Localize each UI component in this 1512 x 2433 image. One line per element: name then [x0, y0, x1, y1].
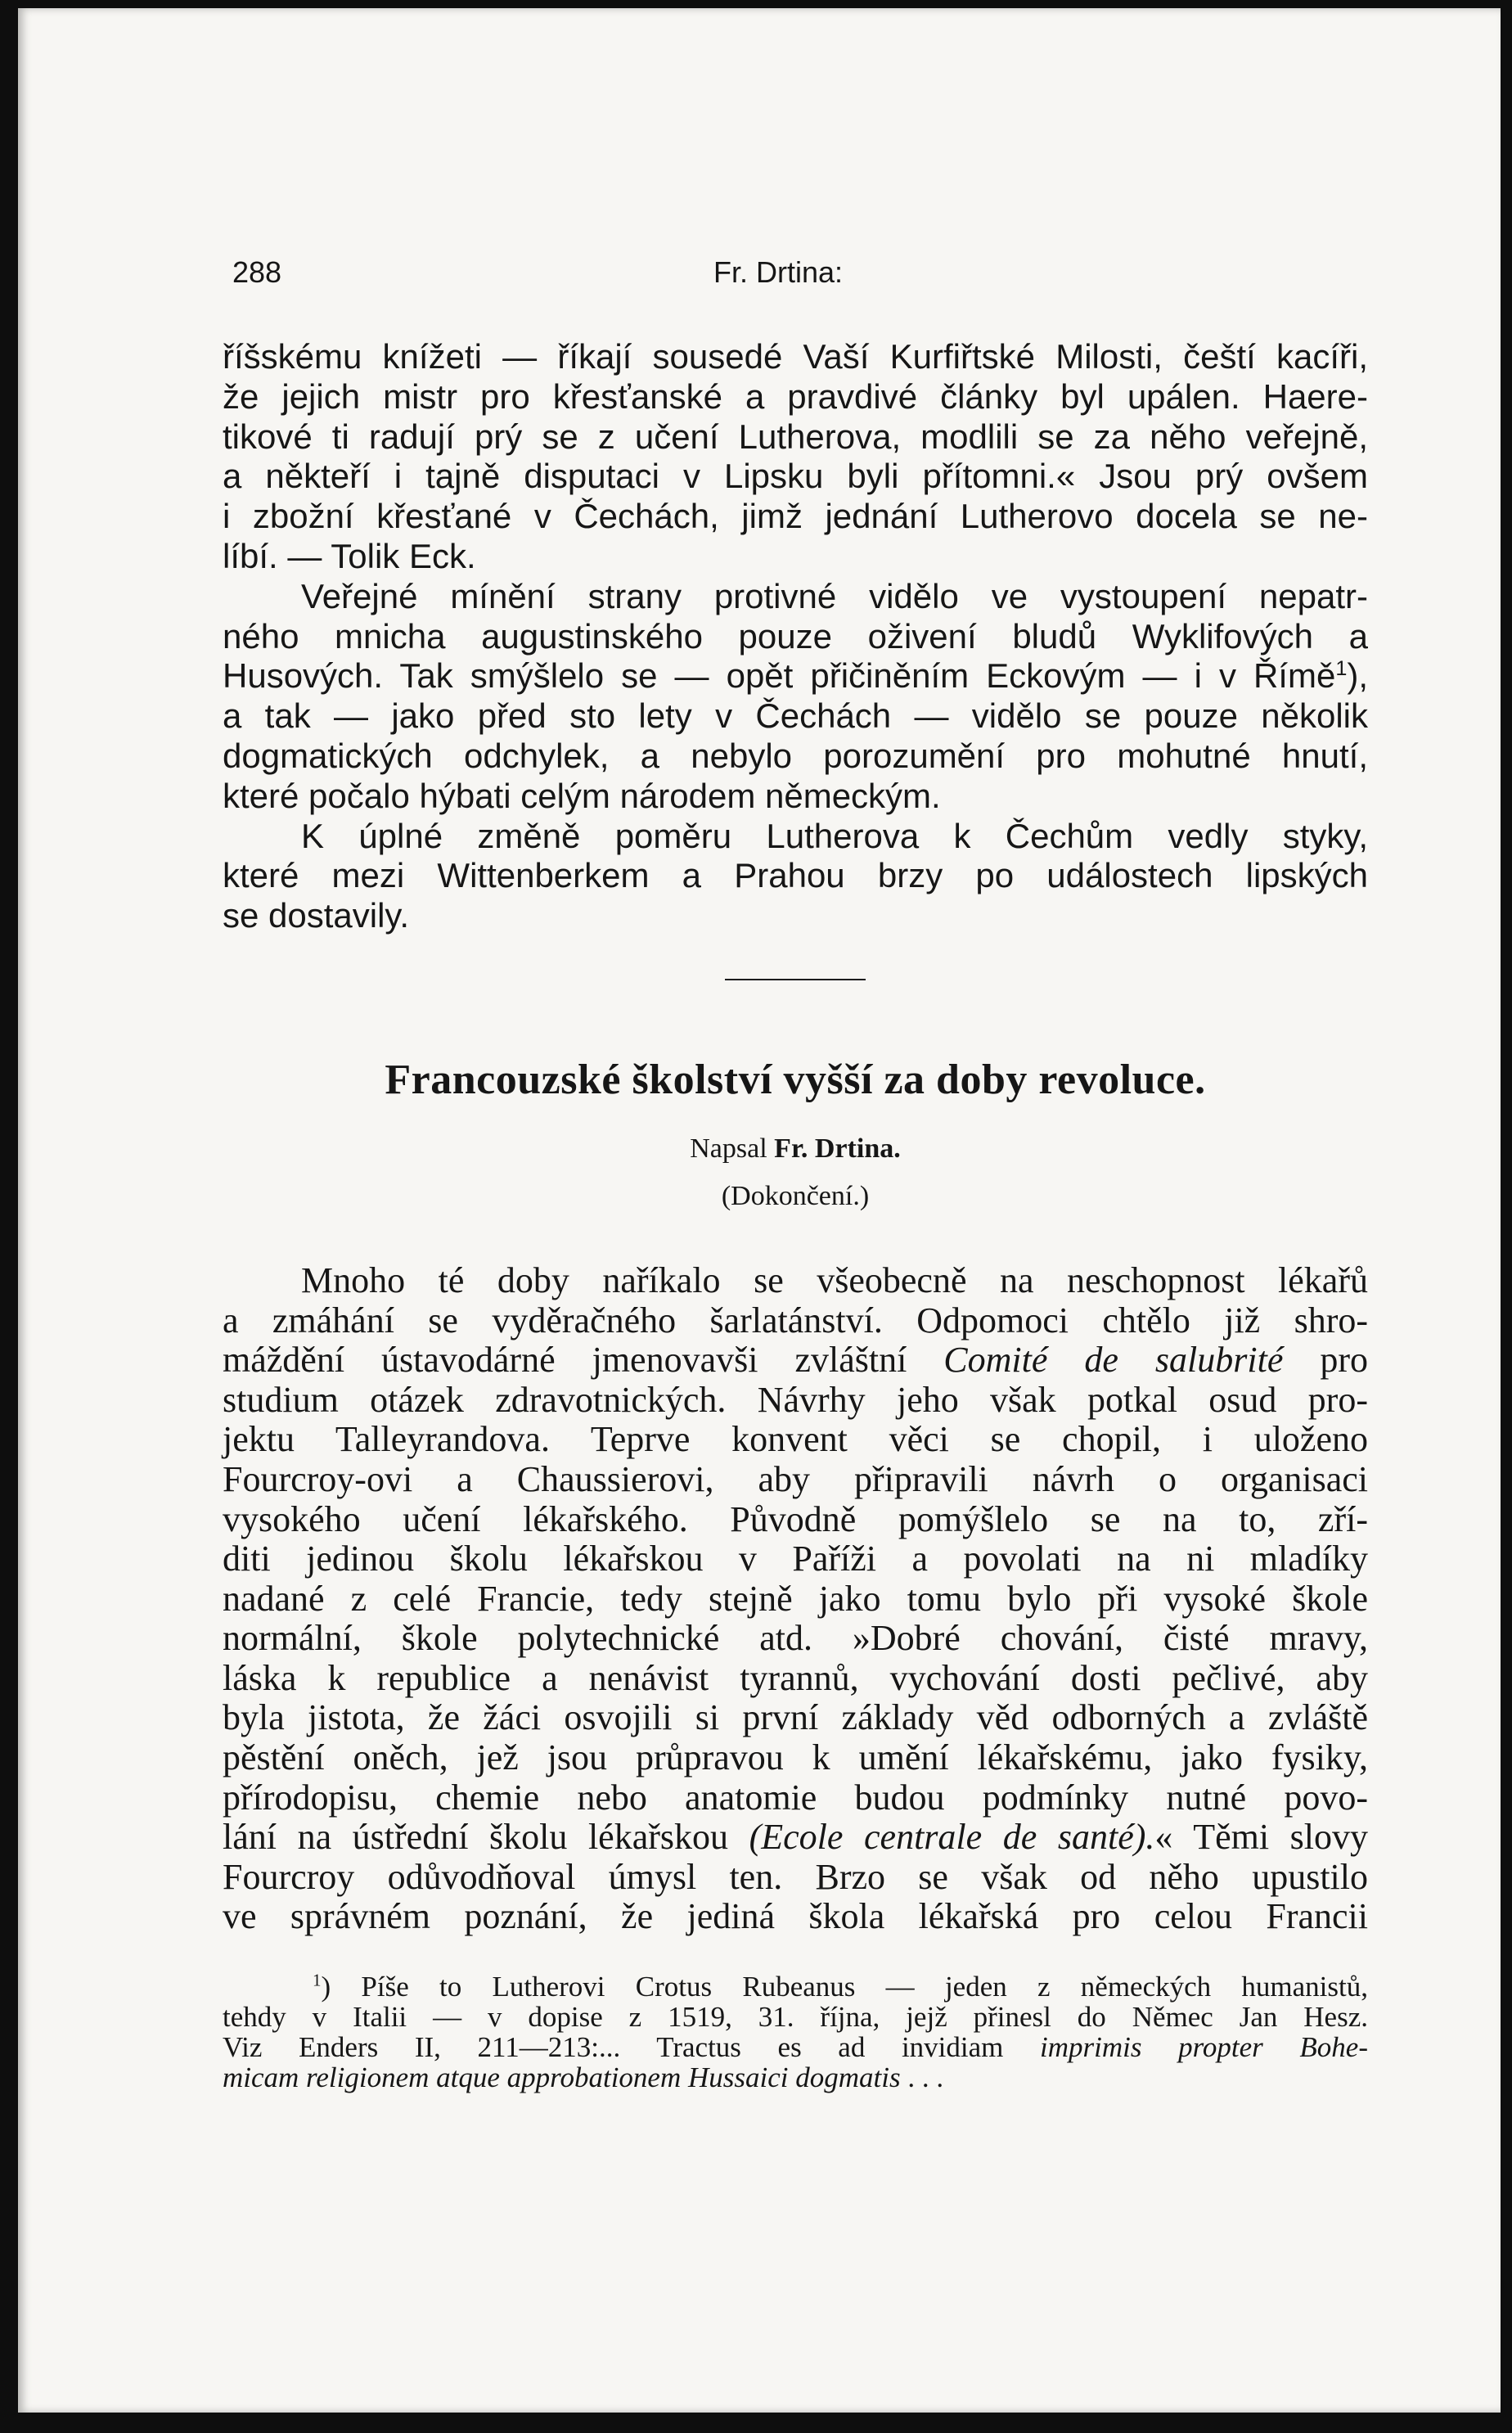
text-line: Veřejné mínění strany protivné vidělo ve vystoupení nepatr- [301, 576, 1368, 615]
paragraph-eck-quote [223, 337, 1368, 577]
article-title: Francouzské školství vyšší za doby revoluce. [385, 1056, 1206, 1103]
text-fragment: Viz Enders II, 211—213:... Tractus es ad invidiam [223, 2031, 1004, 2064]
text-line: vysokého učení lékařského. Původně pomýšlelo se na to, zří- [223, 1498, 1368, 1539]
italic-term: (Ecole centrale de santé). [749, 1817, 1155, 1858]
continuation-note: (Dokončení.) [721, 1180, 870, 1211]
paragraph-public-opinion [223, 577, 1368, 817]
text-fragment: pro [1320, 1340, 1369, 1381]
page-header [223, 237, 1368, 289]
text-line: a někteří i tajně disputaci v Lipsku byli přítomni.« Jsou prý ovšem [223, 457, 1368, 496]
text-fragment: ), [1347, 656, 1368, 696]
section-divider [725, 979, 866, 980]
text-line: které mezi Wittenberkem a Prahou brzy po událostech lipských [223, 856, 1368, 895]
running-head: Fr. Drtina: [713, 255, 844, 289]
text-line: normální, škole polytechnické atd. »Dobré chování, čisté mravy, [223, 1618, 1368, 1659]
text-line: nadané z celé Francie, tedy stejně jako tomu bylo při vysoké škole [223, 1578, 1368, 1619]
footnote-line [223, 1971, 1368, 2002]
article-body [223, 1261, 1368, 1937]
text-line: ve správném poznání, že jediná škola lékařská pro celou Francii [223, 1896, 1368, 1937]
text-line: jektu Talleyrandova. Teprve konvent věci se chopil, i uloženo [223, 1419, 1368, 1460]
byline-prefix: Napsal [690, 1133, 767, 1164]
text-line: Fourcroy-ovi a Chaussierovi, aby připravili návrh o organisaci [223, 1458, 1368, 1499]
text-line: i zbožní křesťané v Čechách, jimž jednání Lutherovo docela se ne- [223, 497, 1368, 536]
text-line: dogmatických odchylek, a nebylo porozumění pro mohutné hnutí, [223, 736, 1368, 775]
footnote-line [223, 2062, 1368, 2093]
text-line: přírodopisu, chemie nebo anatomie budou podmínky nutné povo- [223, 1777, 1368, 1818]
text-line: K úplné změně poměru Lutherova k Čechům vedly styky, [301, 816, 1368, 855]
text-fragment: máždění ústavodárné jmenovavši zvláštní [223, 1340, 907, 1381]
text-line: že jejich mistr pro křesťanské a pravdivé články byl upálen. Haere- [223, 376, 1368, 416]
text-line: říšskému knížeti — říkají sousedé Vaší Kurfiřtské Milosti, čeští kacíři, [223, 337, 1368, 376]
paragraph-change [223, 817, 1368, 936]
text-line: Fourcroy odůvodňoval úmysl ten. Brzo se však od něho upustilo [223, 1856, 1368, 1897]
page-number: 288 [232, 255, 282, 289]
text-line-with-footnote [223, 656, 1368, 696]
footnote-reference[interactable]: 1 [1335, 657, 1348, 681]
text-fragment: ) Píše to Lutherovi Crotus Rubeanus — jeden z německých humanistů, [321, 1971, 1368, 2003]
footnote [223, 1971, 1368, 2093]
text-line: pěstění oněch, jež jsou průpravou k umění lékařskému, jako fysiky, [223, 1737, 1368, 1778]
text-fragment: lání na ústřední školu lékařskou [223, 1817, 729, 1858]
text-line: se dostavily. [223, 896, 409, 935]
text-line: byla jistota, že žáci osvojili si první základy věd odborných a zvláště [223, 1697, 1368, 1738]
text-line [223, 1818, 1368, 1858]
text-line: ného mnicha augustinského pouze oživení bludů Wyklifových a [223, 616, 1368, 656]
italic-phrase: micam religionem atque approbationem Hussaici dogmatis [223, 2061, 901, 2094]
text-line: studium otázek zdravotnických. Návrhy jeho však potkal osud pro- [223, 1379, 1368, 1420]
text-line [223, 1340, 1368, 1381]
text-line: tikové ti radují prý se z učení Lutherova, modlili se za něho veřejně, [223, 417, 1368, 456]
text-line: líbí. — Tolik Eck. [223, 536, 476, 575]
text-fragment: . . . [900, 2061, 944, 2094]
text-line: které počalo hýbati celým národem německým. [223, 776, 941, 815]
italic-term: Comité de salubrité [943, 1340, 1284, 1381]
text-fragment: « Těmi slovy [1154, 1817, 1369, 1858]
footnote-line: tehdy v Italii — v dopise z 1519, 31. října, jejž přinesl do Němec Jan Hesz. [223, 2001, 1368, 2034]
text-fragment: Husových. Tak smýšlelo se — opět přičiněním Eckovým — i v Římě [223, 656, 1336, 696]
italic-phrase: imprimis propter Bohe- [1040, 2031, 1368, 2064]
text-line: láska k republice a nenávist tyrannů, vychování dosti pečlivé, aby [223, 1657, 1368, 1698]
text-line: a tak — jako před sto lety v Čechách — vidělo se pouze několik [223, 696, 1368, 736]
footnote-line [223, 2032, 1368, 2062]
footnote-marker: 1 [313, 1970, 322, 1990]
text-line: a zmáhání se vyděračného šarlatánství. Odpomoci chtělo již shro- [223, 1300, 1368, 1340]
text-line: diti jedinou školu lékařskou v Paříži a povolati na ni mladíky [223, 1539, 1368, 1579]
text-line: Mnoho té doby naříkalo se všeobecně na neschopnost lékařů [301, 1259, 1368, 1300]
scanned-page [18, 8, 1501, 2413]
article-byline [223, 1133, 1368, 1165]
byline-author: Fr. Drtina. [774, 1133, 901, 1164]
page-content [223, 237, 1368, 2093]
